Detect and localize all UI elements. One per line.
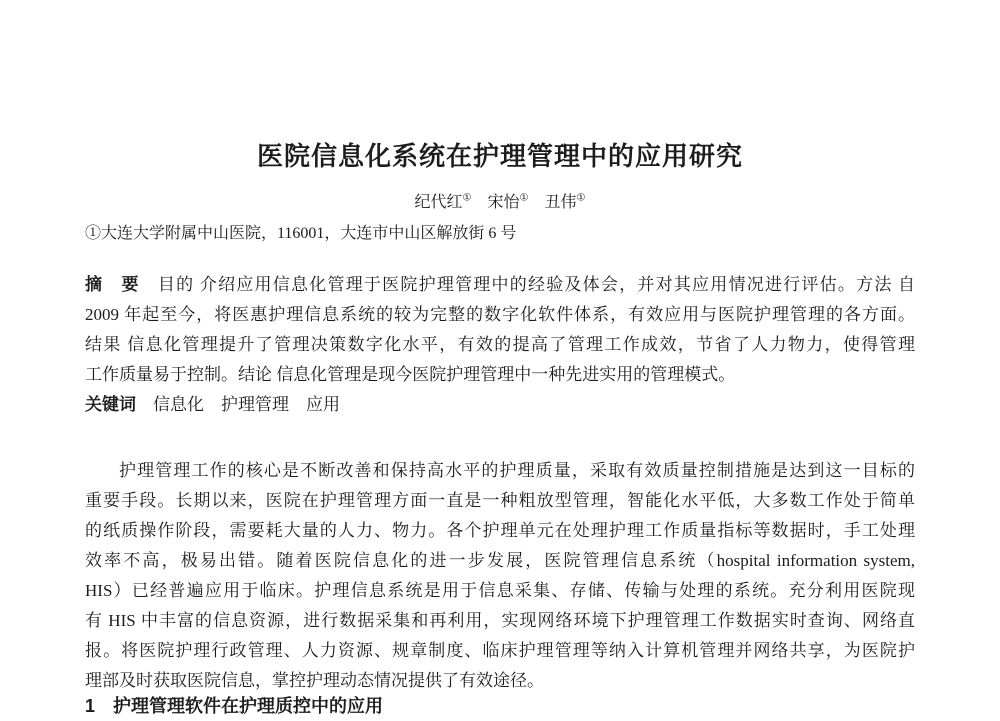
- author-affiliation-mark: ①: [462, 192, 472, 204]
- body-line: 有 HIS 中丰富的信息资源，进行数据采集和再利用，实现网络环境下护理管理工作数据实时查询、网络直: [85, 611, 915, 630]
- abstract-section: [85, 270, 915, 420]
- affiliation-line: ①大连大学附属中山医院，116001，大连市中山区解放街 6 号: [85, 225, 517, 242]
- keyword-item: 应用: [306, 395, 340, 414]
- author-affiliation-mark: ①: [519, 192, 529, 204]
- abstract-line: 结果 信息化管理提升了管理决策数字化水平，有效的提高了管理工作成效，节省了人力物力，使得管理: [85, 335, 916, 354]
- body-line: 理部及时获取医院信息，掌控护理动态情况提供了有效途径。: [85, 671, 544, 690]
- body-line: 重要手段。长期以来，医院在护理管理方面一直是一种粗放型管理，智能化水平低，大多数工作处于简单: [85, 491, 915, 510]
- body-line: HIS）已经普遍应用于临床。护理信息系统是用于信息采集、存储、传输与处理的系统。充分利用医院现: [85, 581, 915, 600]
- body-line: 护理管理工作的核心是不断改善和保持高水平的护理质量，采取有效质量控制措施是达到这一目标的: [119, 461, 915, 480]
- section-heading: 1 护理管理软件在护理质控中的应用: [85, 696, 384, 716]
- keyword-item: 护理管理: [221, 395, 289, 414]
- body-line: 的纸质操作阶段，需要耗大量的人力、物力。各个护理单元在处理护理工作质量指标等数据时，手工处理: [85, 521, 915, 540]
- author-name: 丑伟: [544, 194, 577, 211]
- body-line: 效率不高，极易出错。随着医院信息化的进一步发展，医院管理信息系统（hospital information system,: [85, 551, 915, 570]
- body-line: 报。将医院护理行政管理、人力资源、规章制度、临床护理管理等纳入计算机管理并网络共享，为医院护: [85, 641, 915, 660]
- keywords-line: [85, 390, 915, 420]
- paper-title: 医院信息化系统在护理管理中的应用研究: [256, 142, 743, 171]
- author-name: 宋怡: [487, 194, 520, 211]
- author: [415, 194, 472, 211]
- authors-line: [85, 189, 915, 212]
- keywords-label: 关键词: [85, 395, 136, 414]
- abstract-line: 2009 年起至今，将医惠护理信息系统的较为完整的数字化软件体系，有效应用与医院护理管理的各方面。: [85, 305, 915, 324]
- body-paragraph: [85, 456, 915, 696]
- author-name: 纪代红: [414, 194, 463, 211]
- author: [544, 194, 585, 211]
- abstract-line: 工作质量易于控制。结论 信息化管理是现今医院护理管理中一种先进实用的管理模式。: [85, 365, 736, 384]
- abstract-line: 摘 要 目的 介绍应用信息化管理于医院护理管理中的经验及体会，并对其应用情况进行评估。方法 自: [85, 275, 916, 294]
- author-affiliation-mark: ①: [576, 192, 586, 204]
- author: [488, 194, 529, 211]
- keyword-item: 信息化: [153, 395, 204, 414]
